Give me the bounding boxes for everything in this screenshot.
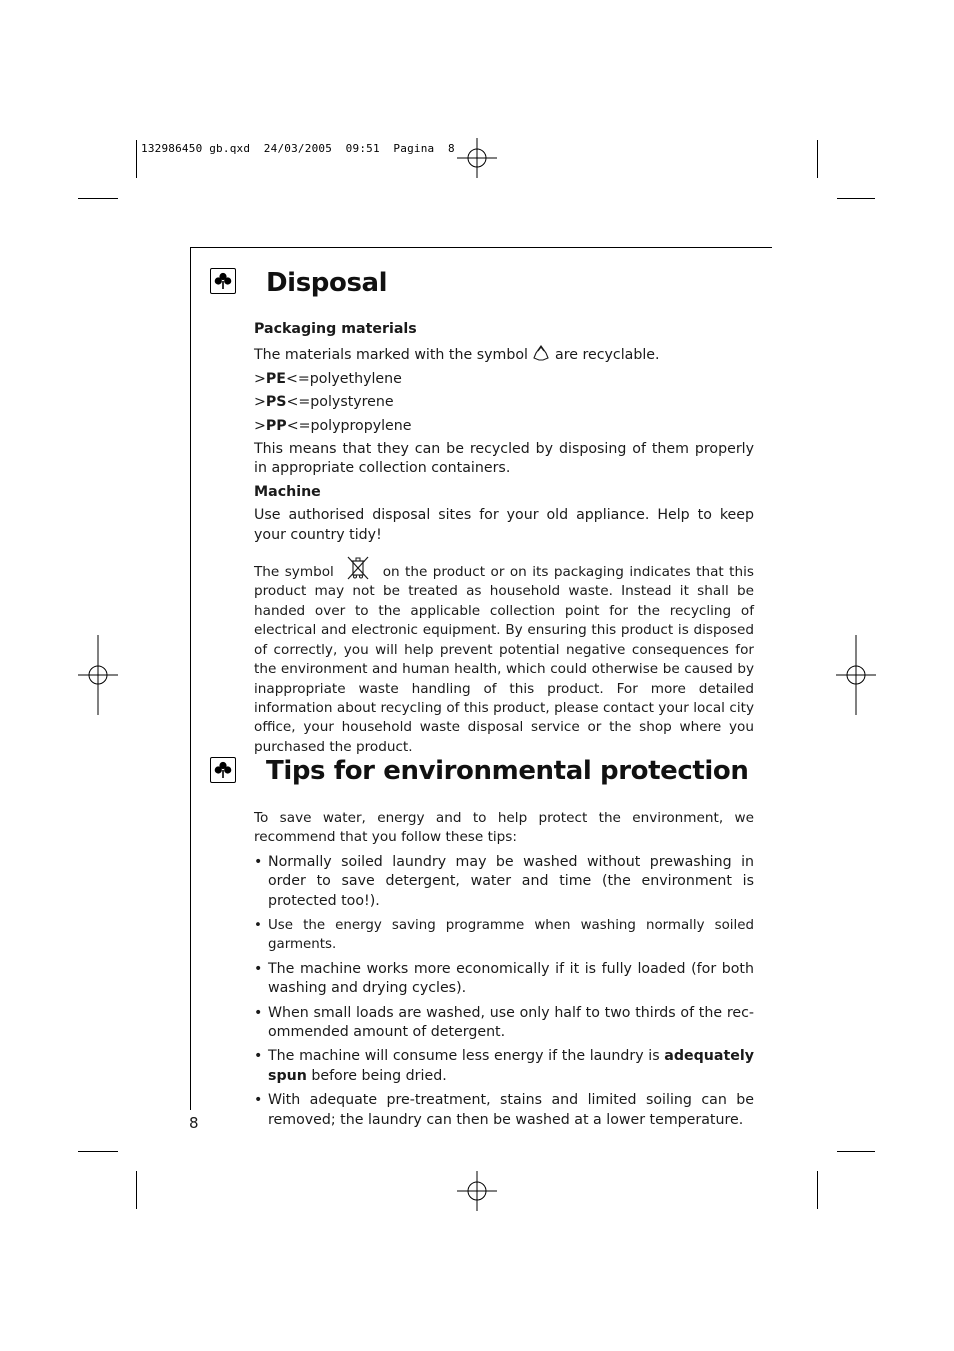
tip-text-bold: adequately spun [268, 1048, 754, 1084]
recyclable-text-after: are recyclable. [555, 347, 660, 364]
registration-mark-icon [457, 1171, 497, 1211]
recyclable-line [254, 344, 754, 365]
print-slug: 132986450 gb.qxd 24/03/2005 09:51 Pagina 8 [141, 142, 455, 155]
tip-item [254, 1091, 754, 1130]
material-ps: >PS<=polystyrene [254, 394, 394, 411]
weee-text-before: The symbol [254, 564, 334, 581]
crop-mark [136, 140, 137, 178]
recycle-paragraph: This means that they can be recycled by disposing of them properly in appropriate collection containers. [254, 441, 754, 477]
tip-text: Use the energy saving programme when washing normally soiled garments. [268, 918, 754, 953]
bullet-dot-icon: • [254, 1048, 263, 1065]
crossed-out-bin-icon [345, 555, 371, 581]
tip-item [254, 853, 754, 911]
crop-mark [837, 198, 875, 199]
weee-text-after: on the product or on its packaging indicates that this product may not be treated as household waste. Instead it shall be handed over to the applicable collection point for the recycling of electrical and electronic equipment. By ensuring this product is disposed of correctly, you will help prevent potential negative consequences for the environment and human health, which could otherwise be caused by inappropriate waste handling of this product. For more detailed information about recycling of this product, please contact your local city office, your household waste disposal service or the shop where you purchased the product. [254, 564, 754, 755]
tips-content [254, 809, 754, 1130]
material-code: PS [265, 394, 287, 411]
crop-mark [78, 1151, 118, 1152]
tip-text-after: before being dried. [311, 1067, 447, 1084]
tip-text: When small loads are washed, use only half to two thirds of the rec-ommended amount of detergent. [268, 1004, 754, 1041]
tip-text: With adequate pre-treatment, stains and limited soiling can be removed; the laundry can then be washed at a lower temperature. [268, 1092, 754, 1128]
bullet-dot-icon: • [254, 918, 262, 934]
tip-text-before: The machine will consume less energy if the laundry is [268, 1048, 660, 1065]
registration-mark-icon [78, 635, 118, 715]
section-title-tips: Tips for environmental protection [266, 756, 749, 786]
bullet-dot-icon: • [254, 960, 263, 977]
machine-paragraph: Use authorised disposal sites for your old appliance. Help to keep your country tidy! [254, 507, 754, 543]
section-title-disposal: Disposal [266, 268, 388, 298]
material-desc: <=polypropylene [286, 417, 412, 434]
crop-mark [817, 1171, 818, 1209]
material-pp: >PP<=polypropylene [254, 417, 412, 434]
material-pe: >PE<=polyethylene [254, 370, 402, 387]
bullet-dot-icon: • [254, 853, 263, 870]
machine-heading: Machine [254, 483, 321, 500]
bullet-dot-icon: • [254, 1092, 263, 1109]
material-code: PP [265, 417, 287, 434]
tip-item [254, 1004, 754, 1043]
crop-mark [136, 1171, 137, 1209]
weee-paragraph [254, 555, 754, 757]
registration-mark-icon [457, 138, 497, 178]
packaging-heading: Packaging materials [254, 321, 417, 337]
recycle-icon [532, 344, 550, 362]
crop-mark [78, 198, 118, 199]
environment-clover-icon [210, 757, 236, 783]
frame-top-rule [190, 247, 772, 248]
recyclable-text-before: The materials marked with the symbol [254, 347, 528, 364]
material-code: PE [265, 370, 286, 387]
tip-item [254, 1047, 754, 1086]
crop-mark [817, 140, 818, 178]
crop-mark [837, 1151, 875, 1152]
disposal-content [254, 320, 754, 757]
frame-left-rule [190, 247, 191, 1110]
tip-item [254, 916, 754, 955]
material-desc: <=polyethylene [285, 370, 402, 387]
tip-item [254, 960, 754, 999]
tip-text: Normally soiled laundry may be washed without prewashing in order to save detergent, water and time (the environment is protected too!). [268, 853, 754, 909]
page-number: 8 [189, 1114, 199, 1132]
material-desc: <=polystyrene [286, 394, 394, 411]
registration-mark-icon [836, 635, 876, 715]
tips-intro: To save water, energy and to help protect the environment, we recommend that you follow these tips: [254, 810, 754, 846]
environment-clover-icon [210, 268, 236, 294]
bullet-dot-icon: • [254, 1004, 263, 1021]
tip-text: The machine works more economically if it is fully loaded (for both washing and drying cycles). [268, 960, 754, 997]
